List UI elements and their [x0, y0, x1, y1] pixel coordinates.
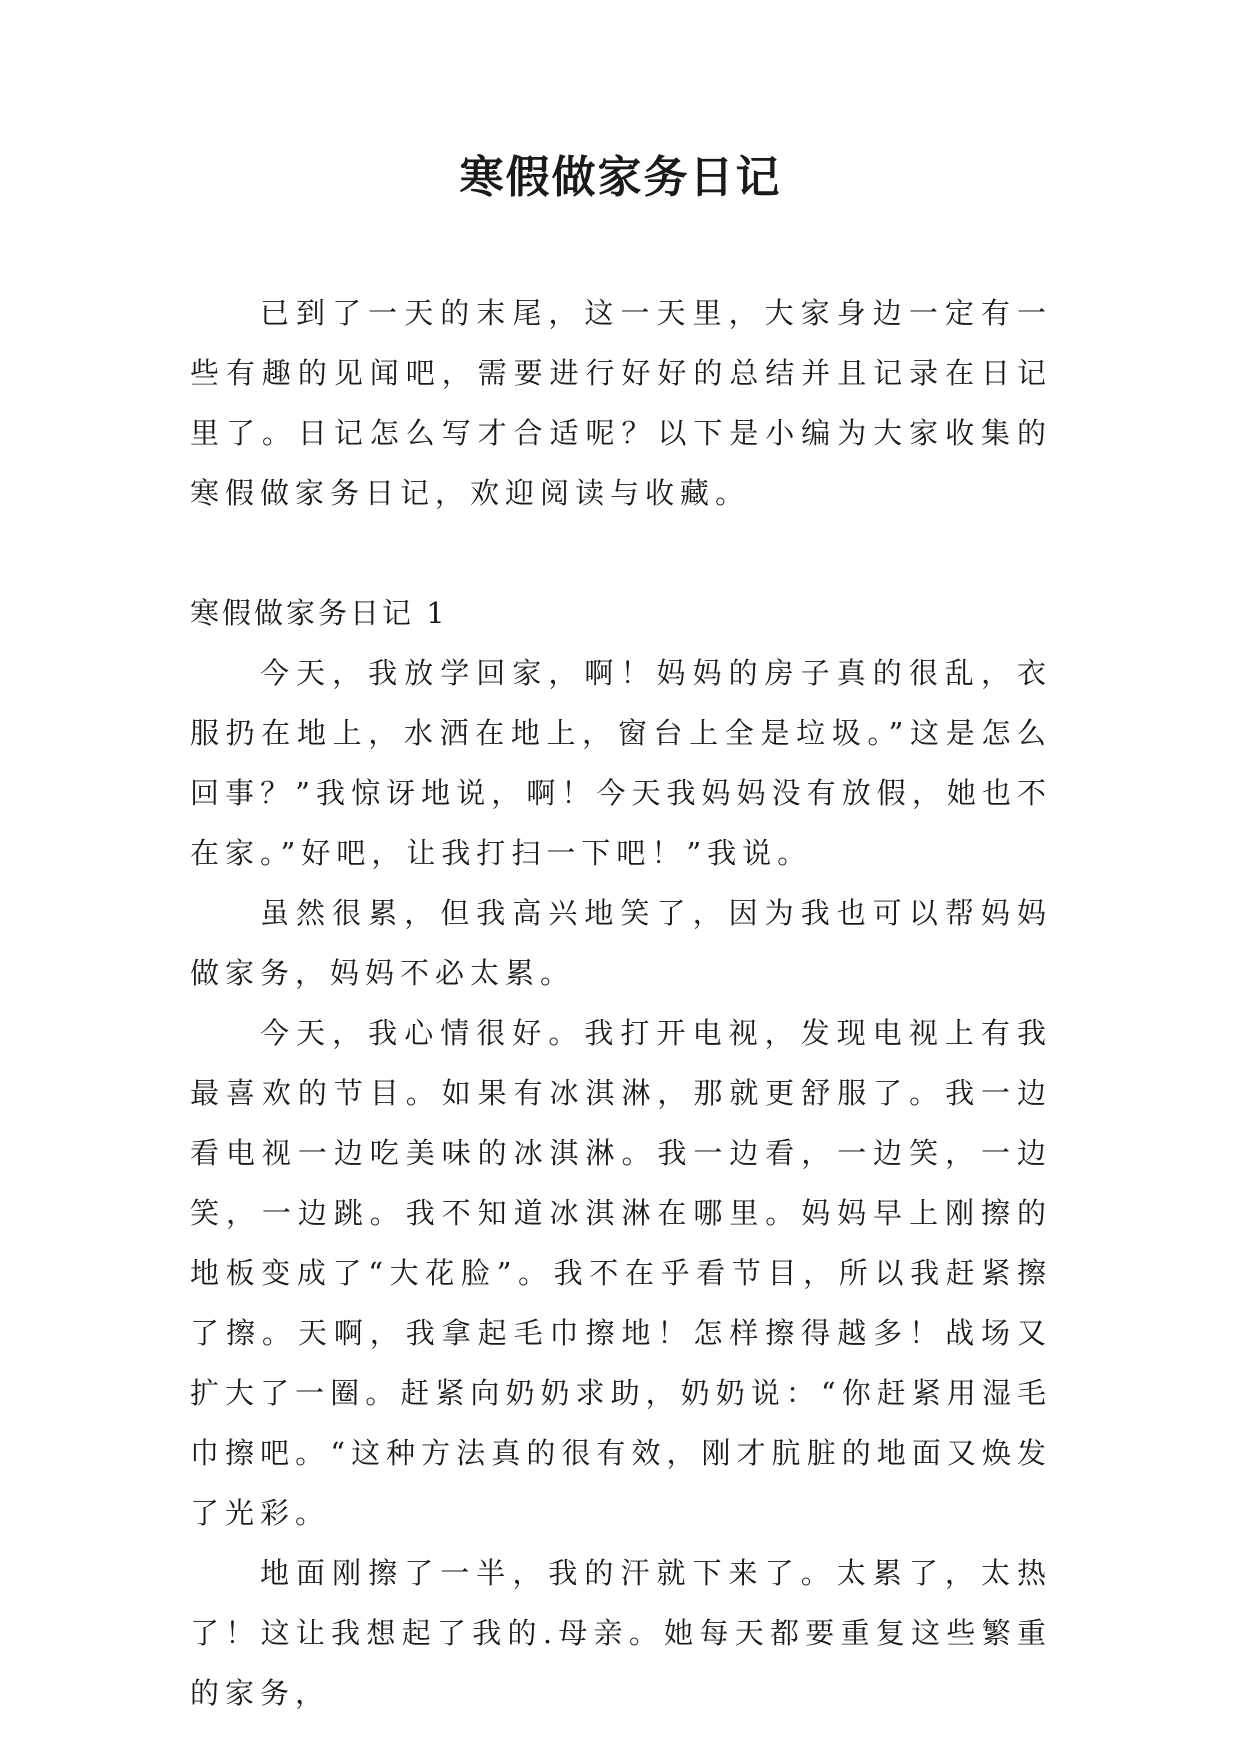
document-title: 寒假做家务日记: [459, 152, 782, 203]
body-paragraph: 虽然很累，但我高兴地笑了，因为我也可以帮妈妈做家务，妈妈不必太累。: [190, 896, 1052, 990]
document-body: [190, 283, 1052, 1723]
body-paragraph: 今天，我心情很好。我打开电视，发现电视上有我最喜欢的节目。如果有冰淇淋，那就更舒服了。我一边看电视一边吃美味的冰淇淋。我一边看，一边笑，一边笑，一边跳。我不知道冰淇淋在哪里。妈妈早上刚擦的地板变成了“大花脸”。我不在乎看节目，所以我赶紧擦了擦。天啊，我拿起毛巾擦地！怎样擦得越多！战场又扩大了一圈。赶紧向奶奶求助，奶奶说：“你赶紧用湿毛巾擦吧。“这种方法真的很有效，刚才肮脏的地面又焕发了光彩。: [190, 1016, 1052, 1530]
intro-paragraph: 已到了一天的末尾，这一天里，大家身边一定有一些有趣的见闻吧，需要进行好好的总结并且记录在日记里了。日记怎么写才合适呢？以下是小编为大家收集的寒假做家务日记，欢迎阅读与收藏。: [190, 296, 1052, 510]
body-paragraph: 今天，我放学回家，啊！妈妈的房子真的很乱，衣服扔在地上，水洒在地上，窗台上全是垃圾。”这是怎么回事？”我惊讶地说，啊！今天我妈妈没有放假，她也不在家。”好吧，让我打扫一下吧！”我说。: [190, 656, 1052, 870]
body-paragraph: 地面刚擦了一半，我的汗就下来了。太累了，太热了！这让我想起了我的.母亲。她每天都要重复这些繁重的家务，: [190, 1556, 1052, 1710]
section-heading: 寒假做家务日记 1: [190, 596, 448, 630]
